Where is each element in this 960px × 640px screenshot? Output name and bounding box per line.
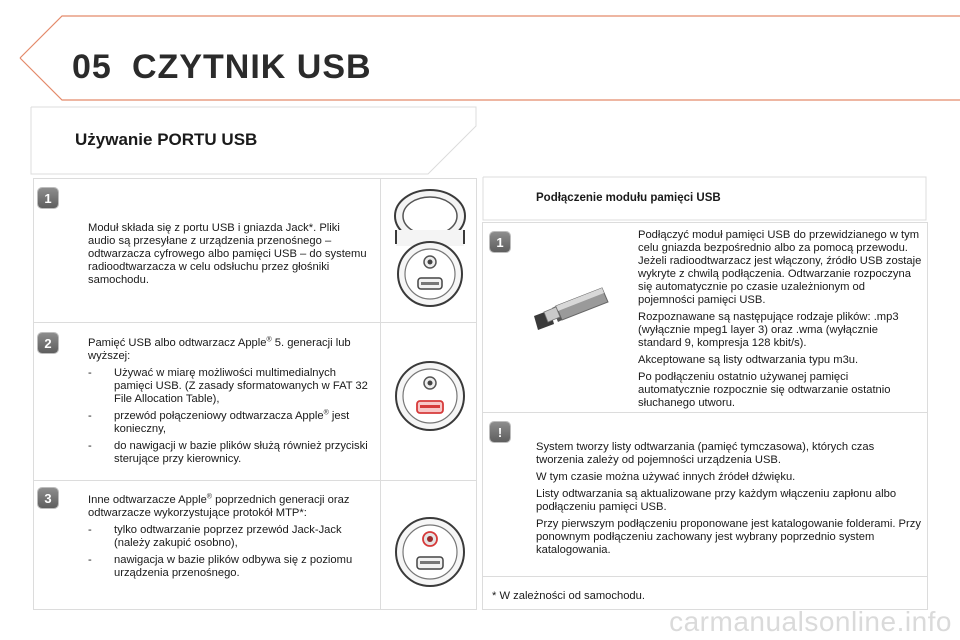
paragraph: Rozpoznawane są następujące rodzaje plików: .mp3 (wyłącznie mpeg1 layer 3) oraz .wma (wyłącznie standard 9, kompresja 128 kbit/s). [638,311,899,349]
step-badge-2: 2 [38,333,58,353]
list-item: - przewód połączeniowy odtwarzacza Apple® jest konieczny, [88,409,350,435]
list-item: - nawigacja w bazie plików odbywa się z poziomu urządzenia przenośnego. [88,554,370,580]
warning-icon: ! [490,422,510,442]
bullet-text: Używać w miarę możliwości multimedialnych pamięci USB. (Z zasady sformatowanych w FAT 32 File Allocation Table), [114,367,368,405]
divider [380,178,381,609]
other-apple-intro-cont: poprzednich generacji oraz odtwarzacze wykorzystujące protokół MTP*: [88,494,350,519]
chapter-number: 05 [72,48,112,86]
apple-intro-text: Pamięć USB albo odtwarzacz Apple [88,337,267,349]
bullet-text: nawigacja w bazie plików odbywa się z poziomu urządzenia przenośnego. [114,554,353,579]
section-title: Używanie PORTU USB [75,130,258,149]
paragraph: Podłączyć moduł pamięci USB do przewidzianego w tym celu gniazda bezpośrednio albo za pomocą przewodu. Jeżeli radioodtwarzacz jest włączony, źródło USB zostaje wykryte z chwilą podłączenia. Odtwarzanie rozpoczyna się automatycznie po czasie uzależnionym od pojemności pamięci USB. [638,229,922,306]
usb-port-highlighted-illustration [392,358,468,434]
divider [33,480,477,481]
list-item: - do nawigacji w bazie plików służą również przyciski sterujące przy kierownicy. [88,440,370,466]
step-badge-1: 1 [38,188,58,208]
note-text [536,441,922,561]
step-badge-3: 3 [38,488,58,508]
chapter-title: CZYTNIK USB [132,48,372,86]
bullet-text-cont: jest konieczny, [114,410,350,435]
paragraph: W tym czasie można używać innych źródeł dźwięku. [536,471,796,483]
usb-port-cover-illustration [390,186,470,316]
watermark: carmanualsonline.info [669,606,952,637]
divider [33,322,477,323]
registered-mark: ® [323,409,329,417]
paragraph: Akceptowane są listy odtwarzania typu m3u. [638,354,859,366]
paragraph: Po podłączeniu ostatnio używanej pamięci automatycznie rozpocznie się odtwarzanie ostatnio słuchanego utworu. [638,371,891,409]
bullet-text: tylko odtwarzanie poprzez przewód Jack-Jack (należy zakupić osobno), [114,524,342,549]
apple-intro-text-cont: 5. generacji lub wyższej: [88,337,351,362]
paragraph: Przy pierwszym podłączeniu proponowane jest katalogowanie folderami. Przy ponownym podłączeniu zachowany jest wybrany poprzednio system katalogowania. [536,518,921,556]
registered-mark: ® [206,493,212,501]
bullet-text: przewód połączeniowy odtwarzacza Apple [114,410,324,422]
other-apple-section [88,494,370,580]
bullet-text: do nawigacji w bazie plików służą również przyciski sterujące przy kierownicy. [114,440,368,465]
usb-module-description: Moduł składa się z portu USB i gniazda Jack*. Pliki audio są przesyłane z urządzenia przenośnego – odtwarzacza cyfrowego albo pamięci USB – do systemu radioodtwarzacza w celu odsłuchu przez głośniki samochodu. [88,222,367,286]
paragraph: Listy odtwarzania są aktualizowane przy każdym włączeniu zapłonu albo podłączeniu pamięci USB. [536,488,897,513]
other-apple-intro: Inne odtwarzacze Apple [88,494,207,506]
list-item: - tylko odtwarzanie poprzez przewód Jack-Jack (należy zakupić osobno), [88,524,370,550]
list-item: - Używać w miarę możliwości multimedialnych pamięci USB. (Z zasady sformatowanych w FAT 32 File Allocation Table), [88,367,370,406]
usb-stick-illustration [530,284,612,336]
usb-memory-subtitle: Podłączenie modułu pamięci USB [536,192,721,204]
footnote: * W zależności od samochodu. [492,590,645,602]
registered-mark: ® [266,336,272,344]
apple-5th-gen-section [88,337,370,466]
jack-port-illustration [392,514,468,590]
usb-connect-text [638,229,922,414]
paragraph: System tworzy listy odtwarzania (pamięć tymczasowa), których czas tworzenia zależy od pojemności urządzenia USB. [536,441,875,466]
step-badge-1-right: 1 [490,232,510,252]
